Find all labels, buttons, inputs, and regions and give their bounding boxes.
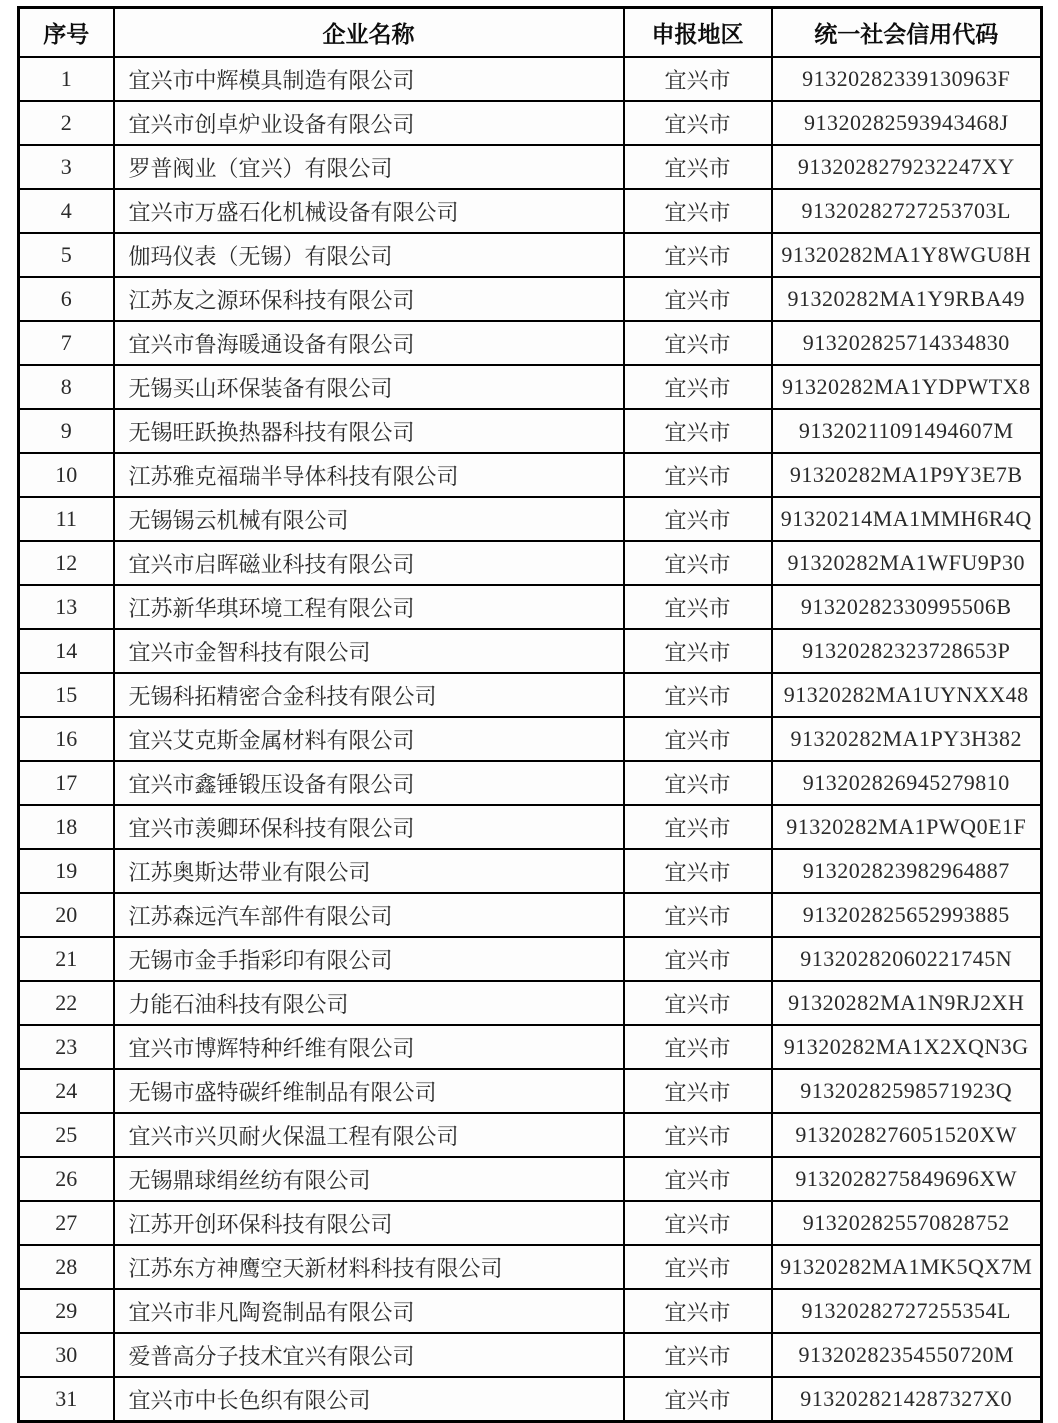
cell-region: 宜兴市 [624,57,772,101]
cell-company-name: 宜兴市启晖磁业科技有限公司 [114,541,624,585]
cell-serial: 16 [19,717,114,761]
cell-credit-code: 9132028276051520XW [772,1113,1042,1157]
cell-company-name: 宜兴市中长色织有限公司 [114,1377,624,1422]
table-row [19,541,1042,585]
cell-serial: 14 [19,629,114,673]
cell-region: 宜兴市 [624,541,772,585]
table-row [19,717,1042,761]
cell-serial: 25 [19,1113,114,1157]
cell-serial: 31 [19,1377,114,1422]
company-table [17,6,1043,1423]
cell-region: 宜兴市 [624,365,772,409]
cell-credit-code: 91320282MA1WFU9P30 [772,541,1042,585]
cell-credit-code: 913202823982964887 [772,849,1042,893]
cell-company-name: 力能石油科技有限公司 [114,981,624,1025]
cell-company-name: 江苏奥斯达带业有限公司 [114,849,624,893]
table-row [19,805,1042,849]
cell-company-name: 无锡市金手指彩印有限公司 [114,937,624,981]
cell-company-name: 无锡鼎球绢丝纺有限公司 [114,1157,624,1201]
cell-company-name: 宜兴市鲁海暖通设备有限公司 [114,321,624,365]
table-row [19,409,1042,453]
table-row [19,849,1042,893]
cell-serial: 4 [19,189,114,233]
table-row [19,497,1042,541]
table-row [19,1069,1042,1113]
cell-region: 宜兴市 [624,673,772,717]
header-region: 申报地区 [624,8,772,58]
table-row [19,1025,1042,1069]
header-company-name: 企业名称 [114,8,624,58]
cell-serial: 12 [19,541,114,585]
cell-company-name: 伽玛仪表（无锡）有限公司 [114,233,624,277]
cell-serial: 10 [19,453,114,497]
cell-credit-code: 91320282060221745N [772,937,1042,981]
cell-credit-code: 91320211091494607M [772,409,1042,453]
cell-credit-code: 91320282339130963F [772,57,1042,101]
cell-company-name: 江苏新华琪环境工程有限公司 [114,585,624,629]
cell-region: 宜兴市 [624,981,772,1025]
cell-company-name: 宜兴市羡卿环保科技有限公司 [114,805,624,849]
cell-serial: 24 [19,1069,114,1113]
cell-region: 宜兴市 [624,1245,772,1289]
cell-credit-code: 91320282727255354L [772,1289,1042,1333]
cell-serial: 2 [19,101,114,145]
cell-company-name: 宜兴市非凡陶瓷制品有限公司 [114,1289,624,1333]
cell-region: 宜兴市 [624,189,772,233]
cell-company-name: 宜兴市博辉特种纤维有限公司 [114,1025,624,1069]
cell-company-name: 江苏雅克福瑞半导体科技有限公司 [114,453,624,497]
cell-serial: 13 [19,585,114,629]
cell-credit-code: 91320282MA1UYNXX48 [772,673,1042,717]
cell-region: 宜兴市 [624,1333,772,1377]
cell-region: 宜兴市 [624,805,772,849]
table-row [19,321,1042,365]
table-row [19,893,1042,937]
cell-region: 宜兴市 [624,1157,772,1201]
cell-serial: 5 [19,233,114,277]
table-row [19,629,1042,673]
cell-region: 宜兴市 [624,585,772,629]
cell-serial: 30 [19,1333,114,1377]
cell-credit-code: 91320282MA1Y9RBA49 [772,277,1042,321]
cell-credit-code: 91320282MA1P9Y3E7B [772,453,1042,497]
cell-serial: 17 [19,761,114,805]
cell-serial: 6 [19,277,114,321]
table-row [19,233,1042,277]
cell-credit-code: 913202825714334830 [772,321,1042,365]
table-row [19,101,1042,145]
cell-credit-code: 91320282MA1N9RJ2XH [772,981,1042,1025]
cell-region: 宜兴市 [624,321,772,365]
cell-credit-code: 91320282598571923Q [772,1069,1042,1113]
cell-region: 宜兴市 [624,1113,772,1157]
table-header-row [19,8,1042,58]
cell-company-name: 宜兴市创卓炉业设备有限公司 [114,101,624,145]
cell-serial: 23 [19,1025,114,1069]
cell-serial: 1 [19,57,114,101]
company-table-container [17,6,1043,1423]
cell-company-name: 江苏东方神鹰空天新材料科技有限公司 [114,1245,624,1289]
cell-region: 宜兴市 [624,453,772,497]
header-credit-code: 统一社会信用代码 [772,8,1042,58]
cell-credit-code: 91320282323728653P [772,629,1042,673]
cell-company-name: 爱普高分子技术宜兴有限公司 [114,1333,624,1377]
cell-region: 宜兴市 [624,1377,772,1422]
cell-region: 宜兴市 [624,1069,772,1113]
table-row [19,673,1042,717]
cell-region: 宜兴市 [624,761,772,805]
table-row [19,1377,1042,1422]
cell-serial: 15 [19,673,114,717]
cell-region: 宜兴市 [624,277,772,321]
table-row [19,937,1042,981]
cell-serial: 29 [19,1289,114,1333]
cell-region: 宜兴市 [624,1025,772,1069]
table-row [19,1289,1042,1333]
table-row [19,761,1042,805]
cell-serial: 8 [19,365,114,409]
cell-region: 宜兴市 [624,497,772,541]
cell-company-name: 宜兴艾克斯金属材料有限公司 [114,717,624,761]
cell-company-name: 无锡买山环保装备有限公司 [114,365,624,409]
cell-serial: 28 [19,1245,114,1289]
table-row [19,189,1042,233]
table-row [19,277,1042,321]
cell-credit-code: 91320282MA1PWQ0E1F [772,805,1042,849]
cell-credit-code: 9132028214287327X0 [772,1377,1042,1422]
table-row [19,1201,1042,1245]
cell-region: 宜兴市 [624,1201,772,1245]
cell-region: 宜兴市 [624,849,772,893]
cell-company-name: 无锡科拓精密合金科技有限公司 [114,673,624,717]
table-row [19,981,1042,1025]
cell-serial: 19 [19,849,114,893]
cell-credit-code: 91320282MA1YDPWTX8 [772,365,1042,409]
cell-serial: 9 [19,409,114,453]
cell-credit-code: 91320282354550720M [772,1333,1042,1377]
header-serial: 序号 [19,8,114,58]
cell-serial: 11 [19,497,114,541]
table-body [19,57,1042,1422]
cell-serial: 27 [19,1201,114,1245]
table-row [19,57,1042,101]
cell-company-name: 宜兴市兴贝耐火保温工程有限公司 [114,1113,624,1157]
cell-credit-code: 91320282330995506B [772,585,1042,629]
cell-region: 宜兴市 [624,937,772,981]
table-row [19,1245,1042,1289]
table-row [19,453,1042,497]
cell-credit-code: 91320282593943468J [772,101,1042,145]
cell-region: 宜兴市 [624,409,772,453]
cell-credit-code: 91320282727253703L [772,189,1042,233]
cell-serial: 22 [19,981,114,1025]
cell-company-name: 无锡市盛特碳纤维制品有限公司 [114,1069,624,1113]
cell-company-name: 江苏开创环保科技有限公司 [114,1201,624,1245]
table-row [19,1333,1042,1377]
cell-region: 宜兴市 [624,893,772,937]
table-row [19,1113,1042,1157]
cell-company-name: 无锡旺跃换热器科技有限公司 [114,409,624,453]
cell-credit-code: 913202826945279810 [772,761,1042,805]
cell-credit-code: 91320214MA1MMH6R4Q [772,497,1042,541]
cell-company-name: 宜兴市中辉模具制造有限公司 [114,57,624,101]
cell-company-name: 江苏友之源环保科技有限公司 [114,277,624,321]
cell-company-name: 无锡锡云机械有限公司 [114,497,624,541]
cell-credit-code: 91320282MA1MK5QX7M [772,1245,1042,1289]
table-row [19,145,1042,189]
cell-credit-code: 9132028275849696XW [772,1157,1042,1201]
cell-serial: 3 [19,145,114,189]
cell-company-name: 江苏森远汽车部件有限公司 [114,893,624,937]
cell-serial: 21 [19,937,114,981]
cell-company-name: 宜兴市鑫锤锻压设备有限公司 [114,761,624,805]
cell-region: 宜兴市 [624,101,772,145]
cell-region: 宜兴市 [624,629,772,673]
table-row [19,365,1042,409]
cell-company-name: 罗普阀业（宜兴）有限公司 [114,145,624,189]
cell-credit-code: 9132028279232247XY [772,145,1042,189]
cell-region: 宜兴市 [624,233,772,277]
cell-company-name: 宜兴市金智科技有限公司 [114,629,624,673]
cell-credit-code: 913202825652993885 [772,893,1042,937]
cell-serial: 18 [19,805,114,849]
cell-credit-code: 91320282MA1X2XQN3G [772,1025,1042,1069]
cell-region: 宜兴市 [624,717,772,761]
cell-credit-code: 91320282MA1Y8WGU8H [772,233,1042,277]
cell-company-name: 宜兴市万盛石化机械设备有限公司 [114,189,624,233]
cell-region: 宜兴市 [624,145,772,189]
cell-credit-code: 913202825570828752 [772,1201,1042,1245]
table-row [19,1157,1042,1201]
cell-credit-code: 91320282MA1PY3H382 [772,717,1042,761]
cell-serial: 26 [19,1157,114,1201]
cell-serial: 20 [19,893,114,937]
cell-region: 宜兴市 [624,1289,772,1333]
cell-serial: 7 [19,321,114,365]
table-row [19,585,1042,629]
